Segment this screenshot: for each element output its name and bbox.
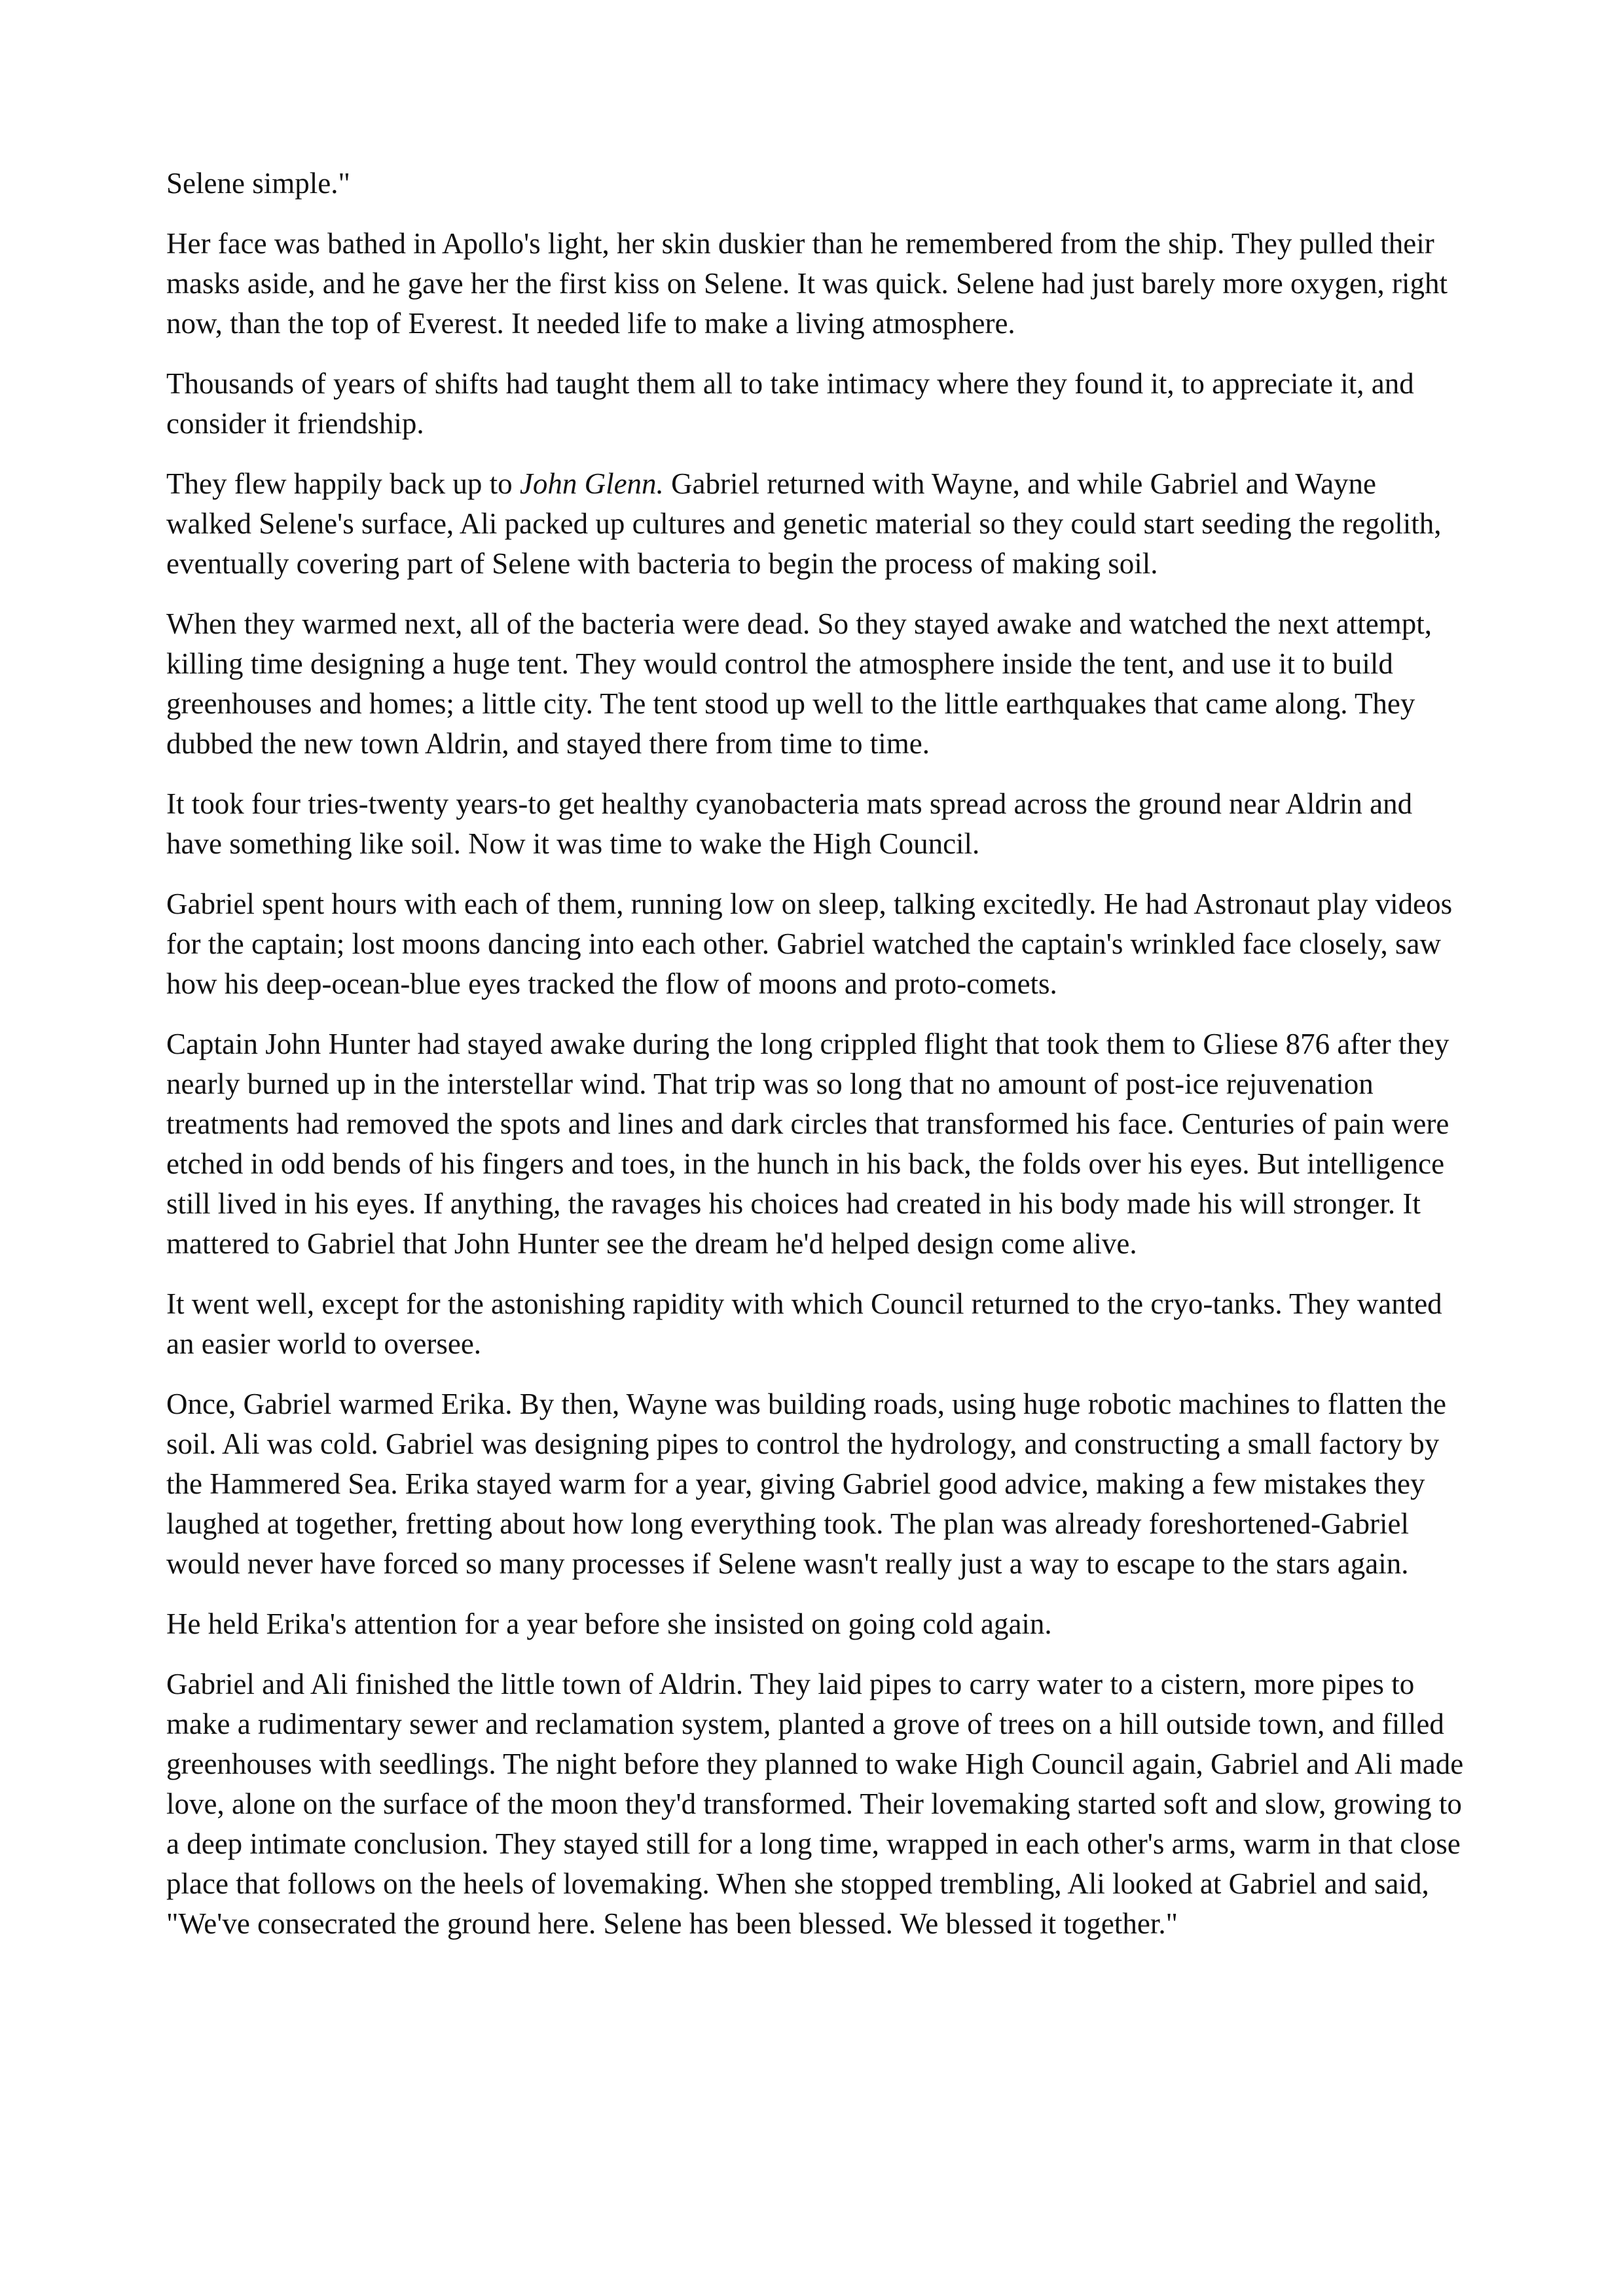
paragraph: Gabriel spent hours with each of them, running low on sleep, talking excitedly. He had Astronaut play videos for the captain; lost moons dancing into each other. Gabriel watched the captain's wrinkled face closely, saw how his deep-ocean-blue eyes tracked the flow of moons and proto-comets. <box>166 888 1453 1000</box>
paragraph: Thousands of years of shifts had taught them all to take intimacy where they found it, to appreciate it, and consider it friendship. <box>166 367 1414 440</box>
paragraph: Gabriel and Ali finished the little town of Aldrin. They laid pipes to carry water to a cistern, more pipes to make a rudimentary sewer and reclamation system, planted a grove of trees on a hill outside town, and filled greenhouses with seedlings. The night before they planned to wake High Council again, Gabriel and Ali made love, alone on the surface of the moon they'd transformed. Their lovemaking started soft and slow, growing to a deep intimate conclusion. They stayed still for a long time, wrapped in each other's arms, warm in that close place that follows on the heels of lovemaking. When she stopped trembling, Ali looked at Gabriel and said, "We've consecrated the ground here. Selene has been blessed. We blessed it together." <box>166 1668 1464 1940</box>
paragraph: When they warmed next, all of the bacteria were dead. So they stayed awake and watched the next attempt, killing time designing a huge tent. They would control the atmosphere inside the tent, and use it to build greenhouses and homes; a little city. The tent stood up well to the little earthquakes that came along. They dubbed the new town Aldrin, and stayed there from time to time. <box>166 607 1432 760</box>
paragraph: Her face was bathed in Apollo's light, her skin duskier than he remembered from the ship. They pulled their masks aside, and he gave her the first kiss on Selene. It was quick. Selene had just barely more oxygen, right now, than the top of Everest. It needed life to make a living atmosphere. <box>166 227 1448 340</box>
paragraph: It took four tries-twenty years-to get healthy cyanobacteria mats spread across the ground near Aldrin and have something like soil. Now it was time to wake the High Council. <box>166 787 1413 860</box>
paragraph: Selene simple." <box>166 167 350 200</box>
ship-name: John Glenn. <box>519 467 664 500</box>
paragraph-text: Gabriel returned with Wayne, and while Gabriel and Wayne walked Selene's surface, Ali packed up cultures and genetic material so they could start seeding the regolith, eventually covering part of Selene with bacteria to begin the process of making soil. <box>166 467 1442 580</box>
paragraph: He held Erika's attention for a year before she insisted on going cold again. <box>166 1607 1052 1640</box>
paragraph: It went well, except for the astonishing rapidity with which Council returned to the cryo-tanks. They wanted an easier world to oversee. <box>166 1287 1442 1360</box>
paragraph: Captain John Hunter had stayed awake during the long crippled flight that took them to Gliese 876 after they nearly burned up in the interstellar wind. That trip was so long that no amount of post-ice rejuvenation treatments had removed the spots and lines and dark circles that transformed his face. Centuries of pain were etched in odd bends of his fingers and toes, in the hunch in his back, the folds over his eyes. But intelligence still lived in his eyes. If anything, the ravages his choices had created in his body made his will stronger. It mattered to Gabriel that John Hunter see the dream he'd helped design come alive. <box>166 1028 1450 1260</box>
body-text <box>166 164 1466 1964</box>
paragraph: Once, Gabriel warmed Erika. By then, Wayne was building roads, using huge robotic machines to flatten the soil. Ali was cold. Gabriel was designing pipes to control the hydrology, and constructing a small factory by the Hammered Sea. Erika stayed warm for a year, giving Gabriel good advice, making a few mistakes they laughed at together, fretting about how long everything took. The plan was already foreshortened-Gabriel would never have forced so many processes if Selene wasn't really just a way to escape to the stars again. <box>166 1388 1447 1580</box>
paragraph-with-ship-name <box>166 464 1466 584</box>
paragraph-text: They flew happily back up to <box>166 467 520 500</box>
